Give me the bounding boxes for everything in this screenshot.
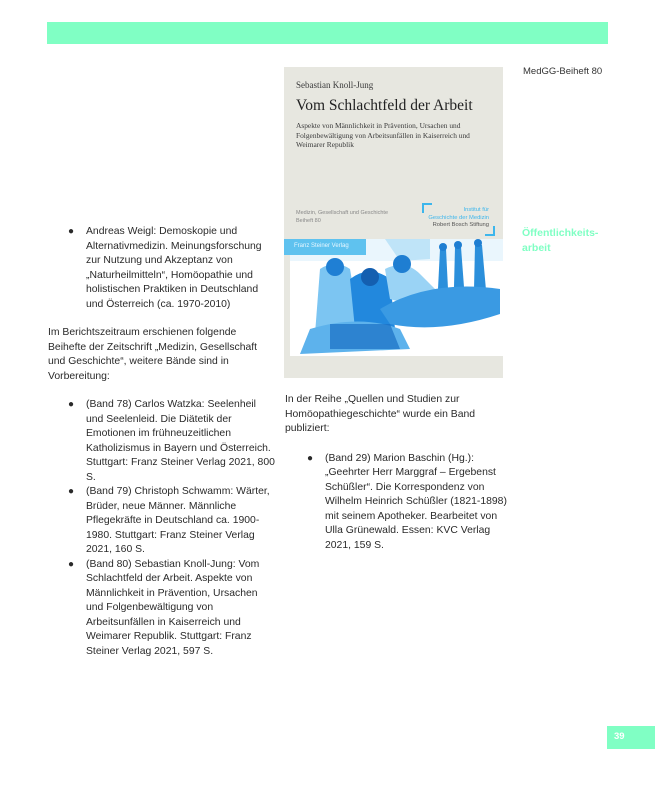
intro-paragraph: Im Berichtszeitraum erschienen folgende Beihefte der Zeitschrift „Medizin, Gesellschaft und Geschichte“, weitere Bände sind in Vorbereitung: [48, 327, 258, 382]
cover-institute-line3: Robert Bosch Stiftung [432, 222, 489, 228]
bracket-icon [422, 203, 432, 213]
list-item [68, 225, 276, 312]
cover-institute-line1: Institut für [463, 207, 489, 213]
right-column [285, 393, 510, 553]
list-item-text: Andreas Weigl: Demoskopie und Alternativmedizin. Meinungsforschung zur Nutzung und Akzeptanz von „Naturheilmitteln“, Homöopathie und holistischen Praktiken in Deutschland und Österreich (ca. 1970-2010) [86, 226, 262, 310]
intro-paragraph: In der Reihe „Quellen und Studien zur Homöopathiegeschichte“ wurde ein Band publiziert: [285, 394, 476, 434]
list-item-text: (Band 78) Carlos Watzka: Seelenheil und Seelenleid. Die Diätetik der Emotionen im frühneuzeitlichen Katholizismus in Bayern und Österreich. Stuttgart: Franz Steiner Verlag 2021, 800 S. [86, 399, 275, 483]
header-color-band [47, 22, 608, 44]
list-item-text: (Band 79) Christoph Schwamm: Wärter, Brüder, neue Männer. Männliche Pflegekräfte in Deutschland ca. 1900-1980. Stuttgart: Franz Steiner Verlag 2021, 160 S. [86, 486, 270, 555]
cover-series-line2: Beiheft 80 [296, 217, 321, 224]
list-item-text: (Band 29) Marion Baschin (Hg.): „Geehrter Herr Marggraf – Ergebenst Schüßler“. Die Korrespondenz von Wilhelm Heinrich Schüßler (1821-1898) mit seinem Apotheker. Bearbeitet von Ulla Grünewald. Essen: KVC Verlag 2021, 159 S. [325, 452, 507, 551]
bullet-icon: ● [68, 226, 75, 237]
cover-publisher: Franz Steiner Verlag [294, 243, 349, 249]
bullet-icon: ● [68, 486, 75, 497]
list-item [68, 398, 276, 485]
list-item [68, 485, 276, 558]
cover-institute-logo [424, 205, 493, 232]
cover-series [296, 210, 396, 225]
left-column [48, 225, 276, 659]
cover-publisher-band [284, 239, 366, 255]
volume-list [68, 398, 276, 659]
bullet-icon: ● [68, 399, 75, 410]
list-item [68, 558, 276, 660]
book-cover-image [284, 67, 503, 378]
bullet-icon: ● [307, 452, 314, 464]
volume-list [307, 452, 510, 554]
list-item [307, 452, 510, 554]
top-bullet-list [68, 225, 276, 312]
cover-series-line1: Medizin, Gesellschaft und Geschichte [296, 210, 389, 216]
list-item-text: (Band 80) Sebastian Knoll-Jung: Vom Schlachtfeld der Arbeit. Aspekte von Männlichkeit in Prävention, Ursachen und Folgenbewältigung von Arbeitsunfällen in Kaiserreich und Weimarer Republik. Stuttgart: Franz Steiner Verlag 2021, 597 S. [86, 558, 260, 657]
bracket-icon [485, 226, 495, 236]
cover-subtitle: Aspekte von Männlichkeit in Prävention, Ursachen und Folgenbewältigung von Arbeitsunfällen in Kaiserreich und Weimarer Republik [296, 121, 470, 149]
cover-title: Vom Schlachtfeld der Arbeit [296, 97, 473, 114]
page-number-box [607, 726, 655, 749]
cover-author: Sebastian Knoll-Jung [296, 80, 374, 90]
section-label: Öffentlichkeits-arbeit [522, 227, 599, 254]
page-number: 39 [614, 731, 625, 742]
cover-illustration [290, 239, 503, 356]
cover-institute-line2: Geschichte der Medizin [428, 214, 489, 221]
series-label: MedGG-Beiheft 80 [523, 66, 603, 77]
bullet-icon: ● [68, 558, 75, 570]
